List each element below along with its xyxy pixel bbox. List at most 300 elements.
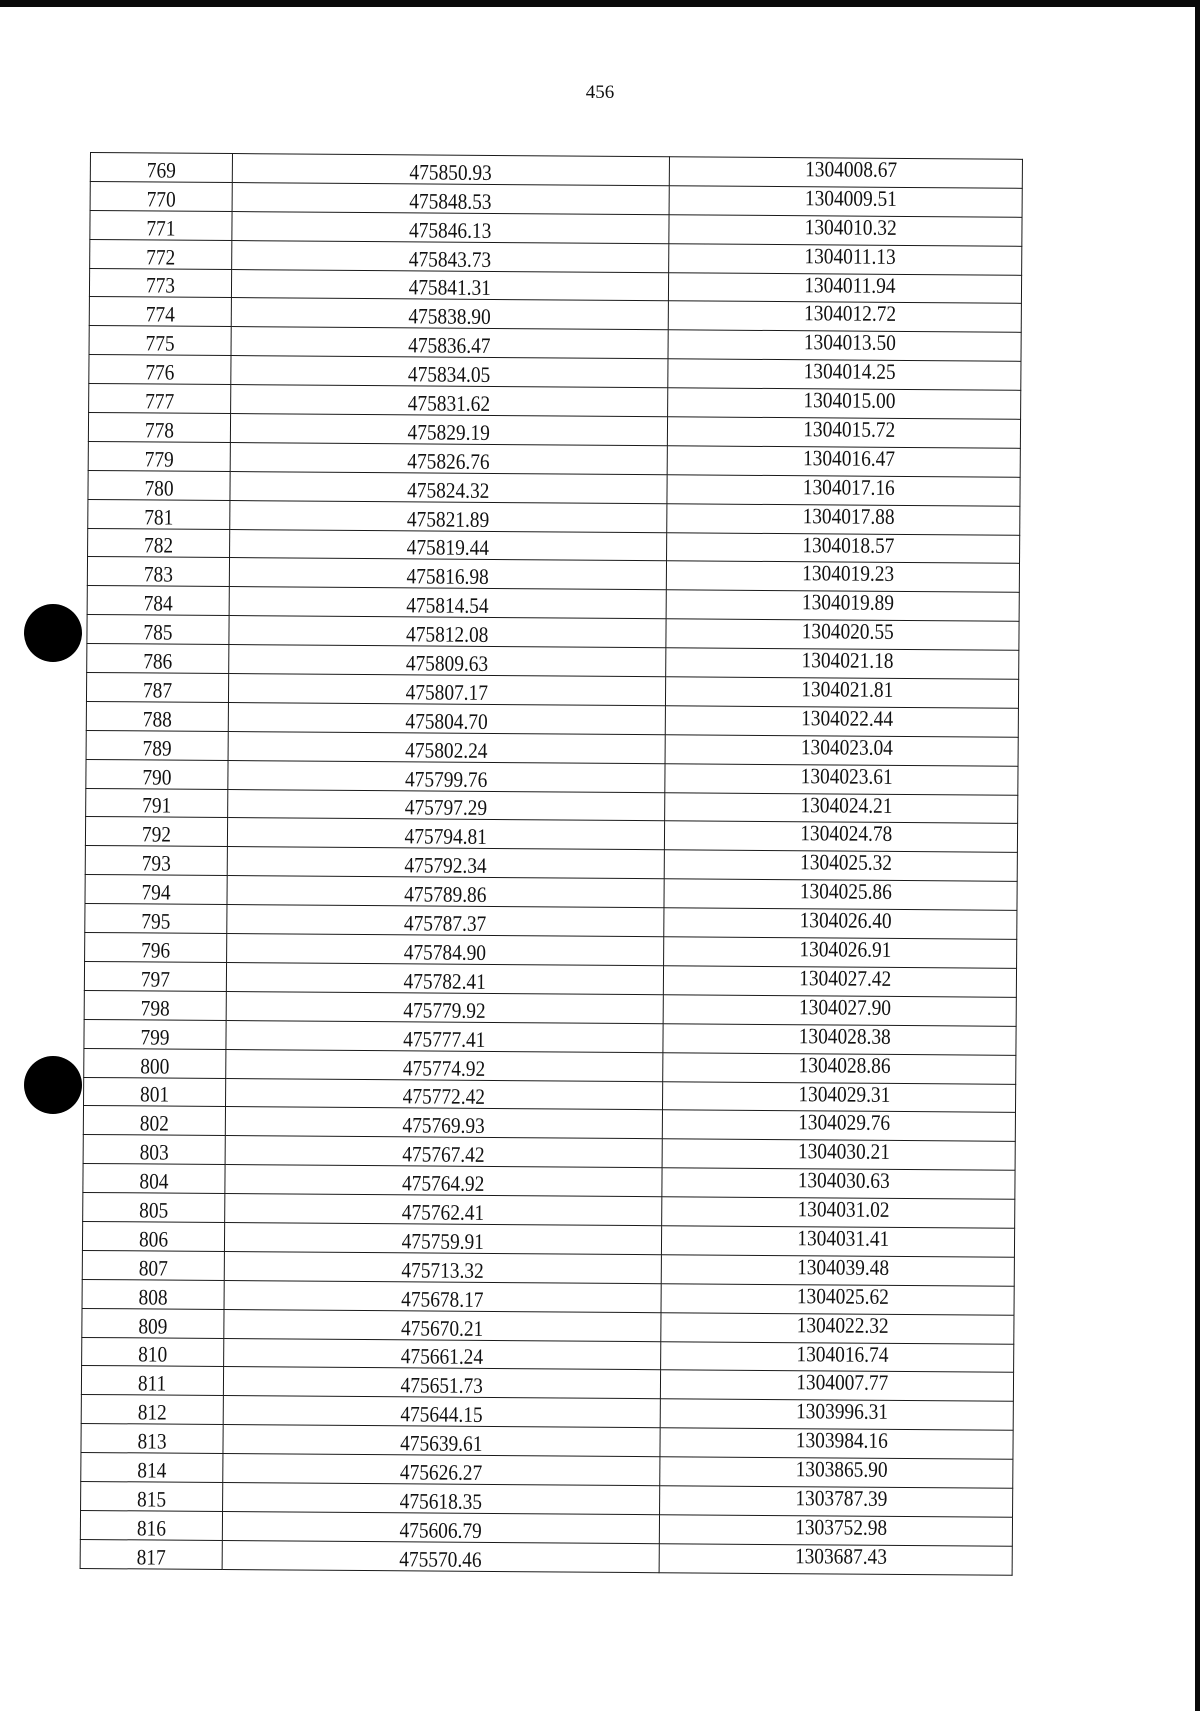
y-coordinate-cell	[665, 763, 1018, 794]
punch-hole-upper	[24, 604, 82, 662]
y-coordinate-cell	[662, 1168, 1015, 1199]
coordinate-table-body	[80, 153, 1022, 1575]
y-coordinate-text: 1303787.39	[795, 1485, 888, 1511]
y-coordinate-text: 1304027.42	[799, 965, 892, 991]
point-number-cell	[89, 326, 231, 356]
x-coordinate-text: 475713.32	[401, 1257, 485, 1283]
y-coordinate-text: 1304021.81	[801, 676, 894, 702]
y-coordinate-text: 1304011.94	[804, 271, 896, 298]
y-coordinate-text: 1304028.38	[798, 1022, 891, 1049]
point-number-cell	[86, 701, 228, 731]
x-coordinate-text: 475846.13	[409, 217, 492, 243]
scan-border-right	[1195, 0, 1200, 1711]
x-coordinate-text: 475767.42	[402, 1141, 485, 1168]
point-number-text: 807	[138, 1255, 168, 1281]
y-coordinate-text: 1304030.63	[797, 1167, 890, 1194]
point-number-cell	[87, 557, 229, 587]
scan-border-top	[0, 0, 1200, 7]
x-coordinate-cell	[231, 269, 669, 301]
y-coordinate-text: 1304025.32	[799, 849, 893, 876]
y-coordinate-cell	[669, 243, 1022, 274]
y-coordinate-text: 1304023.04	[800, 734, 893, 760]
x-coordinate-text: 475777.41	[403, 1025, 486, 1052]
x-coordinate-cell	[227, 818, 665, 850]
point-number-text: 810	[137, 1341, 168, 1368]
x-coordinate-cell	[223, 1425, 661, 1457]
x-coordinate-cell	[224, 1194, 662, 1226]
x-coordinate-text: 475819.44	[406, 534, 490, 561]
point-number-text: 787	[142, 677, 173, 703]
point-number-cell	[88, 470, 230, 500]
y-coordinate-cell	[664, 879, 1017, 910]
x-coordinate-text: 475570.46	[399, 1545, 483, 1572]
x-coordinate-text: 475779.92	[403, 997, 487, 1023]
y-coordinate-cell	[661, 1283, 1014, 1314]
point-number-text: 799	[140, 1024, 170, 1050]
x-coordinate-cell	[224, 1251, 662, 1283]
x-coordinate-text: 475678.17	[401, 1285, 484, 1312]
point-number-text: 797	[140, 966, 170, 992]
point-number-text: 806	[138, 1226, 169, 1252]
x-coordinate-cell	[230, 500, 668, 532]
point-number-cell	[90, 210, 232, 240]
x-coordinate-text: 475834.05	[408, 361, 491, 388]
coordinate-table	[80, 152, 1023, 1575]
y-coordinate-text: 1304028.86	[798, 1051, 891, 1078]
x-coordinate-text: 475821.89	[407, 505, 490, 532]
y-coordinate-text: 1304017.88	[802, 502, 895, 529]
y-coordinate-text: 1304019.89	[801, 589, 894, 616]
x-coordinate-text: 475838.90	[408, 303, 492, 330]
point-number-cell	[81, 1453, 223, 1483]
x-coordinate-text: 475826.76	[407, 448, 491, 474]
x-coordinate-text: 475787.37	[404, 910, 487, 936]
y-coordinate-cell	[663, 1023, 1016, 1054]
point-number-text: 814	[137, 1457, 167, 1483]
point-number-text: 776	[145, 359, 175, 385]
y-coordinate-cell	[661, 1341, 1014, 1372]
point-number-cell	[84, 990, 226, 1020]
point-number-text: 789	[142, 735, 172, 761]
point-number-cell	[85, 817, 227, 847]
x-coordinate-cell	[228, 731, 666, 763]
point-number-cell	[88, 528, 230, 558]
point-number-cell	[90, 239, 232, 269]
point-number-cell	[82, 1337, 224, 1367]
y-coordinate-text: 1304025.86	[799, 878, 892, 905]
point-number-text: 775	[145, 330, 175, 356]
y-coordinate-cell	[667, 503, 1020, 534]
point-number-text: 777	[144, 388, 175, 414]
y-coordinate-cell	[662, 1197, 1015, 1228]
x-coordinate-text: 475824.32	[407, 477, 490, 503]
point-number-text: 783	[143, 561, 173, 587]
y-coordinate-text: 1304026.91	[799, 936, 892, 962]
point-number-cell	[81, 1395, 223, 1425]
x-coordinate-cell	[227, 847, 665, 879]
point-number-cell	[82, 1308, 224, 1338]
x-coordinate-cell	[231, 356, 669, 388]
y-coordinate-cell	[663, 1052, 1016, 1083]
point-number-cell	[87, 644, 229, 674]
point-number-cell	[85, 846, 227, 876]
x-coordinate-text: 475794.81	[404, 823, 488, 850]
x-coordinate-cell	[226, 1020, 664, 1052]
y-coordinate-cell	[660, 1457, 1013, 1488]
y-coordinate-text: 1304016.47	[802, 445, 896, 471]
y-coordinate-cell	[660, 1515, 1013, 1546]
point-number-text: 798	[140, 995, 170, 1021]
point-number-text: 803	[139, 1139, 169, 1165]
y-coordinate-text: 1304030.21	[797, 1138, 890, 1165]
y-coordinate-cell	[669, 186, 1022, 217]
y-coordinate-cell	[665, 792, 1018, 823]
y-coordinate-cell	[663, 1110, 1016, 1141]
x-coordinate-text: 475841.31	[408, 274, 492, 301]
x-coordinate-cell	[227, 876, 665, 908]
y-coordinate-text: 1304016.74	[796, 1340, 889, 1367]
point-number-cell	[83, 1106, 225, 1136]
x-coordinate-cell	[226, 962, 664, 994]
point-number-text: 790	[142, 763, 172, 790]
y-coordinate-text: 1304019.23	[802, 560, 895, 587]
y-coordinate-cell	[664, 908, 1017, 939]
y-coordinate-cell	[669, 215, 1022, 246]
point-number-cell	[82, 1221, 224, 1251]
y-coordinate-cell	[660, 1428, 1013, 1459]
x-coordinate-text: 475661.24	[401, 1343, 484, 1370]
y-coordinate-text: 1304024.78	[800, 820, 893, 847]
punch-hole-lower	[24, 1056, 82, 1114]
y-coordinate-text: 1304020.55	[801, 618, 894, 645]
point-number-text: 808	[138, 1284, 168, 1310]
point-number-text: 773	[145, 272, 176, 299]
x-coordinate-text: 475618.35	[399, 1488, 483, 1514]
point-number-cell	[86, 759, 228, 789]
x-coordinate-cell	[225, 1165, 663, 1197]
x-coordinate-text: 475782.41	[403, 968, 487, 994]
point-number-cell	[88, 441, 230, 471]
x-coordinate-cell	[223, 1396, 661, 1428]
point-number-cell	[88, 499, 230, 529]
x-coordinate-text: 475797.29	[405, 794, 488, 821]
x-coordinate-cell	[229, 558, 667, 590]
x-coordinate-text: 475670.21	[401, 1314, 484, 1341]
y-coordinate-text: 1303752.98	[795, 1514, 888, 1540]
y-coordinate-text: 1304013.50	[803, 329, 896, 356]
x-coordinate-cell	[230, 385, 668, 417]
y-coordinate-cell	[666, 677, 1019, 708]
y-coordinate-cell	[666, 648, 1019, 679]
x-coordinate-text: 475812.08	[406, 621, 489, 648]
y-coordinate-cell	[664, 937, 1017, 968]
point-number-text: 812	[137, 1399, 167, 1425]
y-coordinate-cell	[667, 475, 1020, 506]
x-coordinate-text: 475644.15	[400, 1401, 484, 1428]
x-coordinate-cell	[223, 1367, 661, 1399]
y-coordinate-text: 1304018.57	[802, 531, 895, 558]
point-number-text: 782	[143, 532, 174, 559]
y-coordinate-cell	[660, 1399, 1013, 1430]
x-coordinate-text: 475606.79	[399, 1517, 483, 1543]
y-coordinate-cell	[665, 821, 1018, 852]
point-number-cell	[87, 615, 229, 645]
x-coordinate-cell	[229, 645, 667, 677]
point-number-cell	[84, 961, 226, 991]
x-coordinate-text: 475831.62	[408, 390, 491, 416]
x-coordinate-text: 475774.92	[403, 1054, 486, 1081]
page-number: 456	[585, 82, 615, 103]
x-coordinate-cell	[226, 934, 664, 966]
point-number-text: 784	[143, 590, 173, 616]
point-number-text: 769	[146, 157, 176, 183]
point-number-cell	[88, 413, 230, 443]
x-coordinate-text: 475802.24	[405, 737, 488, 763]
point-number-text: 778	[144, 417, 174, 443]
point-number-text: 788	[142, 706, 172, 732]
point-number-text: 802	[139, 1110, 169, 1136]
x-coordinate-cell	[226, 991, 664, 1023]
x-coordinate-cell	[224, 1222, 662, 1254]
y-coordinate-cell	[670, 157, 1023, 188]
x-coordinate-cell	[228, 702, 666, 734]
y-coordinate-text: 1304024.21	[800, 791, 893, 818]
x-coordinate-cell	[232, 182, 670, 214]
x-coordinate-cell	[226, 1049, 664, 1081]
point-number-text: 815	[136, 1486, 167, 1512]
y-coordinate-text: 1303865.90	[795, 1456, 888, 1482]
x-coordinate-cell	[225, 1078, 663, 1110]
point-number-cell	[86, 673, 228, 703]
point-number-cell	[90, 181, 232, 211]
point-number-cell	[82, 1250, 224, 1280]
y-coordinate-text: 1304031.02	[797, 1196, 890, 1222]
point-number-cell	[81, 1481, 223, 1511]
y-coordinate-text: 1304025.62	[796, 1282, 889, 1309]
y-coordinate-text: 1303996.31	[795, 1398, 889, 1425]
x-coordinate-text: 475762.41	[402, 1199, 485, 1225]
x-coordinate-text: 475799.76	[405, 765, 488, 792]
point-number-text: 794	[141, 879, 171, 905]
point-number-text: 804	[139, 1168, 169, 1194]
y-coordinate-cell	[660, 1486, 1013, 1517]
point-number-cell	[83, 1164, 225, 1194]
y-coordinate-cell	[662, 1139, 1015, 1170]
x-coordinate-cell	[227, 789, 665, 821]
y-coordinate-cell	[664, 966, 1017, 997]
point-number-text: 793	[141, 850, 171, 876]
y-coordinate-cell	[667, 561, 1020, 592]
x-coordinate-cell	[231, 240, 669, 272]
x-coordinate-cell	[228, 674, 666, 706]
point-number-cell	[83, 1135, 225, 1165]
point-number-cell	[86, 788, 228, 818]
x-coordinate-text: 475829.19	[407, 419, 491, 445]
point-number-text: 792	[141, 821, 172, 847]
x-coordinate-text: 475804.70	[405, 708, 489, 734]
x-coordinate-cell	[228, 760, 666, 792]
y-coordinate-text: 1304011.13	[804, 242, 897, 269]
x-coordinate-text: 475792.34	[404, 852, 488, 879]
x-coordinate-cell	[230, 471, 668, 503]
y-coordinate-text: 1304008.67	[804, 156, 898, 182]
y-coordinate-text: 1303984.16	[795, 1427, 888, 1454]
x-coordinate-cell	[231, 298, 669, 330]
x-coordinate-cell	[225, 1136, 663, 1168]
point-number-cell	[84, 1019, 226, 1049]
x-coordinate-cell	[222, 1540, 660, 1572]
y-coordinate-cell	[661, 1312, 1014, 1343]
point-number-cell	[85, 933, 227, 963]
y-coordinate-text: 1304027.90	[798, 994, 891, 1020]
point-number-cell	[86, 730, 228, 760]
x-coordinate-cell	[224, 1280, 662, 1312]
point-number-text: 816	[136, 1515, 166, 1541]
x-coordinate-cell	[229, 529, 667, 561]
y-coordinate-cell	[663, 1081, 1016, 1112]
y-coordinate-text: 1304029.76	[797, 1109, 891, 1136]
point-number-cell	[89, 355, 231, 385]
y-coordinate-text: 1303687.43	[794, 1542, 887, 1569]
x-coordinate-text: 475814.54	[406, 592, 489, 619]
y-coordinate-cell	[666, 590, 1019, 621]
x-coordinate-cell	[232, 154, 670, 186]
point-number-text: 809	[138, 1312, 168, 1339]
y-coordinate-cell	[667, 532, 1020, 563]
y-coordinate-text: 1304031.41	[797, 1225, 890, 1251]
y-coordinate-cell	[659, 1543, 1012, 1574]
y-coordinate-text: 1304012.72	[803, 300, 897, 327]
x-coordinate-cell	[222, 1511, 660, 1543]
y-coordinate-cell	[662, 1255, 1015, 1286]
x-coordinate-text: 475816.98	[406, 563, 490, 590]
point-number-text: 791	[142, 792, 172, 819]
point-number-text: 817	[136, 1544, 166, 1570]
x-coordinate-text: 475651.73	[400, 1372, 484, 1399]
point-number-cell	[90, 153, 232, 183]
y-coordinate-text: 1304010.32	[804, 214, 897, 240]
point-number-text: 811	[138, 1370, 167, 1396]
x-coordinate-text: 475764.92	[402, 1170, 485, 1196]
y-coordinate-text: 1304014.25	[803, 358, 896, 385]
y-coordinate-text: 1304022.32	[796, 1311, 889, 1338]
point-number-cell	[80, 1539, 222, 1569]
y-coordinate-text: 1304023.61	[800, 762, 893, 789]
point-number-cell	[89, 297, 231, 327]
y-coordinate-cell	[666, 706, 1019, 737]
point-number-text: 779	[144, 446, 174, 472]
x-coordinate-text: 475848.53	[409, 188, 492, 214]
point-number-text: 805	[139, 1197, 169, 1223]
x-coordinate-cell	[222, 1482, 660, 1514]
y-coordinate-cell	[663, 995, 1016, 1026]
x-coordinate-cell	[224, 1309, 662, 1341]
y-coordinate-cell	[668, 330, 1021, 361]
x-coordinate-text: 475759.91	[401, 1228, 485, 1254]
x-coordinate-cell	[223, 1338, 661, 1370]
y-coordinate-text: 1304015.72	[803, 416, 896, 442]
y-coordinate-text: 1304021.18	[801, 647, 894, 674]
x-coordinate-cell	[229, 587, 667, 619]
y-coordinate-cell	[668, 417, 1021, 448]
y-coordinate-cell	[669, 272, 1022, 303]
point-number-text: 795	[141, 908, 171, 934]
x-coordinate-text: 475769.93	[402, 1112, 486, 1139]
x-coordinate-text: 475807.17	[405, 679, 489, 705]
point-number-text: 801	[139, 1081, 170, 1107]
y-coordinate-cell	[667, 446, 1020, 477]
point-number-cell	[84, 1048, 226, 1078]
x-coordinate-cell	[230, 414, 668, 446]
point-number-cell	[89, 268, 231, 298]
point-number-cell	[85, 875, 227, 905]
point-number-text: 781	[144, 503, 174, 530]
y-coordinate-cell	[668, 359, 1021, 390]
x-coordinate-text: 475843.73	[409, 245, 492, 272]
point-number-cell	[89, 384, 231, 414]
x-coordinate-cell	[230, 442, 668, 474]
point-number-text: 785	[143, 619, 173, 645]
y-coordinate-cell	[661, 1370, 1014, 1401]
x-coordinate-text: 475809.63	[406, 650, 489, 676]
point-number-text: 786	[143, 648, 173, 674]
y-coordinate-text: 1304009.51	[804, 185, 897, 211]
x-coordinate-cell	[223, 1454, 661, 1486]
x-coordinate-text: 475789.86	[404, 881, 487, 908]
y-coordinate-cell	[666, 619, 1019, 650]
x-coordinate-text: 475836.47	[408, 332, 491, 359]
point-number-text: 774	[145, 301, 175, 327]
point-number-text: 772	[146, 243, 176, 270]
point-number-cell	[82, 1279, 224, 1309]
point-number-cell	[81, 1366, 223, 1396]
x-coordinate-text: 475784.90	[403, 939, 487, 965]
y-coordinate-text: 1304017.16	[802, 474, 895, 500]
y-coordinate-cell	[662, 1226, 1015, 1257]
x-coordinate-cell	[229, 616, 667, 648]
point-number-cell	[80, 1510, 222, 1540]
point-number-cell	[83, 1193, 225, 1223]
x-coordinate-text: 475850.93	[409, 159, 493, 185]
x-coordinate-cell	[231, 327, 669, 359]
y-coordinate-text: 1304026.40	[799, 907, 892, 934]
y-coordinate-cell	[665, 735, 1018, 766]
table-row	[80, 1539, 1012, 1575]
y-coordinate-cell	[668, 388, 1021, 419]
point-number-cell	[81, 1424, 223, 1454]
x-coordinate-text: 475639.61	[400, 1430, 483, 1456]
y-coordinate-text: 1304022.44	[800, 705, 894, 731]
point-number-text: 800	[140, 1052, 170, 1079]
point-number-text: 770	[146, 186, 176, 212]
y-coordinate-text: 1304015.00	[803, 387, 896, 414]
y-coordinate-text: 1304007.77	[796, 1369, 889, 1396]
point-number-text: 771	[146, 215, 176, 241]
y-coordinate-cell	[669, 301, 1022, 332]
point-number-text: 796	[140, 937, 171, 963]
y-coordinate-text: 1304039.48	[796, 1254, 890, 1280]
x-coordinate-text: 475626.27	[400, 1459, 483, 1485]
x-coordinate-cell	[225, 1107, 663, 1139]
x-coordinate-text: 475772.42	[402, 1083, 486, 1110]
point-number-text: 780	[144, 475, 174, 501]
x-coordinate-cell	[232, 211, 670, 243]
y-coordinate-cell	[665, 850, 1018, 881]
point-number-cell	[85, 904, 227, 934]
y-coordinate-text: 1304029.31	[798, 1080, 891, 1107]
point-number-cell	[87, 586, 229, 616]
point-number-cell	[84, 1077, 226, 1107]
